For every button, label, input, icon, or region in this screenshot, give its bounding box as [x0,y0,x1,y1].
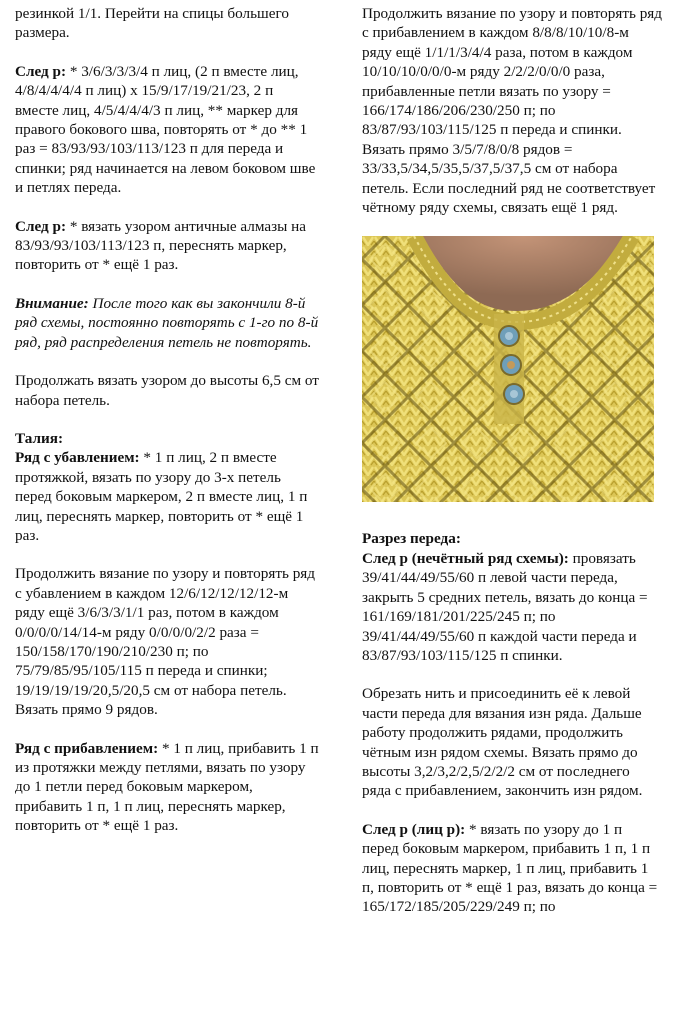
paragraph-rejoin-yarn: Обрезать нить и присоединить её к левой части переда для вязания изн ряда. Дальше работу продолжить рядами, продолжить чётным изн рядом схемы. Вязать прямо до высоты 3,2/3,2/2,5/2/2/2 см от последнего ряда с прибавлением, закончить изн рядом. [362,685,643,800]
paragraph-decrease-repeat: Продолжить вязание по узору и повторять ряд с убавлением в каждом 12/6/12/12/12/12-м ряду ещё 3/6/3/3/1/1 раз, потом в каждом 0/0/0/0/14/14-м ряду 0/0/0/0/2/2 раза = 150/158/170/190/210/230 п; по 75/79/85/95/105/115 п переда и спинки; 19/19/19/19/20,5/20,5 см от набора петель. Вязать прямо 9 рядов. [15,565,316,719]
row-heading: Ряд с прибавлением: [15,739,159,757]
paragraph-pattern-row: След р: * вязать узором античные алмазы на 83/93/93/103/113/123 п, переснять маркер, повторить от * ещё 1 раз. [15,217,306,274]
paragraph-waist: Талия: Ряд с убавлением: * 1 п лиц, 2 п вместе протяжкой, вязать по узору до 3-х петель перед боковым маркером, 2 п вместе лиц, 1 п лиц, переснять маркер, повторить от * ещё 1 раз. [15,429,308,544]
button-icon [499,326,519,346]
row-heading: Ряд с убавлением: [15,449,140,467]
button-icon [504,384,524,404]
left-column [15,4,320,855]
row-heading: След р: [15,62,67,80]
sweater-neckline-photo [362,236,654,502]
paragraph-attention: Внимание: После того как вы закончили 8-й ряд схемы, постоянно повторять с 1-го по 8-й ряд, ряд распределения петель не повторять. [15,294,319,351]
section-title-waist: Талия: [15,429,64,447]
paragraph-increase-repeat: Продолжить вязание по узору и повторять ряд с прибавлением в каждом 8/8/8/10/10/8-м ряду ещё 1/1/1/3/4/4 раза, потом в каждом 10/10/10/0/0/0-м ряду 2/2/2/0/0/0 раза, прибавленные петли вязать по узору = 166/174/186/206/230/250 п; по 83/87/93/103/115/125 п переда и спинки. Вязать прямо 3/5/7/8/0/8 рядов = 33/33,5/34,5/35,5/37,5/37,5 см от набора петель. Если последний ряд не соответствует чётному ряду схемы, связать ещё 1 ряд. [362,5,663,217]
paragraph-intro: резинкой 1/1. Перейти на спицы большего размера. [15,5,289,42]
paragraph-setup-row: След р: * 3/6/3/3/3/4 п лиц, (2 п вместе лиц, 4/8/4/4/4/4 п лиц) х 15/9/17/19/21/23, 2 п вместе лиц, 4/5/4/4/4/3 п лиц, ** маркер для правого бокового шва, повторять от * до ** 1 раз = 83/93/93/103/113/123 п для переда и спинки; ряд начинается на левом боковом шве и петлях переда. [15,62,316,197]
row-heading: След р (лиц р): [362,820,466,838]
paragraph-continue: Продолжать вязать узором до высоты 6,5 см от набора петель. [15,372,319,409]
paragraph-next-row: След р (лиц р): * вязать по узору до 1 п перед боковым маркером, прибавить 1 п, 1 п лиц, переснять маркер, 1 п лиц, прибавить 1 п, повторить от * ещё 1 раз, вязать до конца = 165/172/185/205/229/249 п; по [362,820,658,916]
row-heading: След р (нечётный ряд схемы): [362,549,569,567]
button-icon [501,355,521,375]
paragraph-front-opening: Разрез переда: След р (нечётный ряд схемы): провязать 39/41/44/49/55/60 п левой части переда, закрыть 5 средних петель, вязать до конца = 161/169/181/201/225/245 п; по 39/41/44/49/55/60 п каждой части переда и 83/87/93/103/115/125 п спинки. [362,530,648,664]
section-title-front-opening: Разрез переда: [362,530,461,548]
attention-heading: Внимание: [15,294,89,312]
row-heading: След р: [15,217,67,235]
paragraph-increase-row: Ряд с прибавлением: * 1 п лиц, прибавить 1 п из протяжки между петлями, вязать по узору до 1 петли перед боковым маркером, прибавить 1 п, 1 п лиц, переснять маркер, повторить от * ещё 1 раз. [15,739,319,835]
right-column [362,4,662,936]
